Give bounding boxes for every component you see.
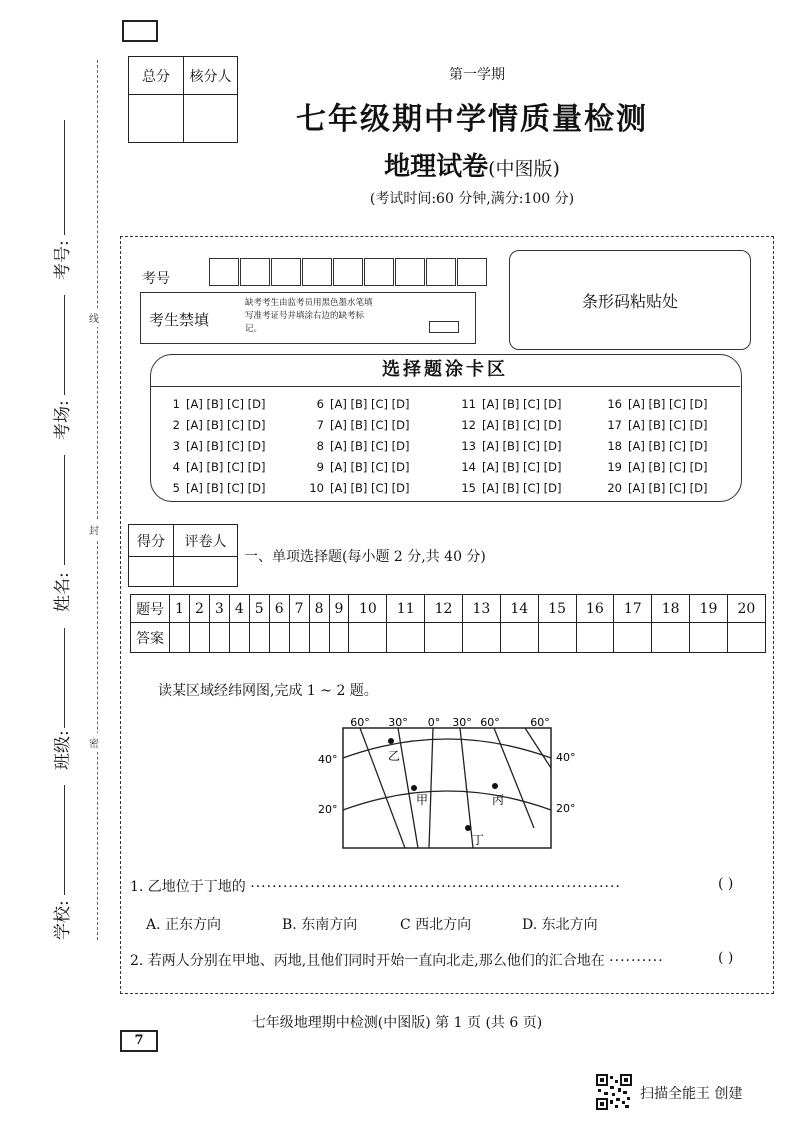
- answer-table-cell[interactable]: [249, 623, 269, 653]
- answer-table-number: 14: [500, 595, 538, 623]
- top-label-6: 60°: [530, 716, 550, 729]
- bubble-question-number: 11: [461, 397, 476, 411]
- bubble-question-2[interactable]: [162, 418, 269, 432]
- point-yi-label: 乙: [388, 749, 401, 763]
- bubble-question-number: 4: [172, 460, 180, 474]
- bubble-question-15[interactable]: [458, 481, 565, 495]
- answer-table-cell[interactable]: [170, 623, 190, 653]
- answer-table-cell[interactable]: [387, 623, 425, 653]
- right-label-20: 20°: [556, 802, 576, 815]
- bubble-options[interactable]: [A] [B] [C] [D]: [330, 460, 410, 474]
- bubble-question-8[interactable]: [306, 439, 413, 453]
- bubble-options[interactable]: [A] [B] [C] [D]: [482, 418, 562, 432]
- seal-char-line: 线: [89, 308, 99, 327]
- question-2: [130, 950, 664, 970]
- bubble-question-number: 7: [316, 418, 324, 432]
- page-title: 七年级期中学情质量检测: [296, 102, 648, 137]
- absent-mark-box[interactable]: [429, 321, 459, 333]
- answer-table-number: 18: [652, 595, 690, 623]
- question-1-answer-paren[interactable]: ( ): [718, 876, 734, 892]
- bubble-question-number: 17: [607, 418, 622, 432]
- bubble-options[interactable]: [A] [B] [C] [D]: [186, 481, 266, 495]
- question-2-answer-paren[interactable]: ( ): [718, 950, 734, 966]
- answer-table-cell[interactable]: [462, 623, 500, 653]
- choice-card-title: 选择题涂卡区: [382, 359, 508, 380]
- answer-table: [130, 594, 766, 653]
- section1-score-cell[interactable]: [129, 557, 174, 587]
- answer-table-number: 2: [189, 595, 209, 623]
- side-school-label: 学校:: [53, 900, 73, 940]
- seal-char-seal: 封: [89, 520, 99, 539]
- bubble-question-1[interactable]: [162, 397, 269, 411]
- answer-table-cell[interactable]: [614, 623, 652, 653]
- bubble-question-18[interactable]: [604, 439, 711, 453]
- lat-long-map: [310, 708, 590, 858]
- bubble-question-number: 20: [607, 481, 622, 495]
- corner-mark-top: [122, 20, 158, 42]
- qr-code-icon: [596, 1074, 632, 1110]
- right-label-40: 40°: [556, 751, 576, 764]
- bubble-options[interactable]: [A] [B] [C] [D]: [330, 439, 410, 453]
- forbidden-label: 考生禁填: [149, 311, 210, 329]
- checker-label: 核分人: [184, 57, 238, 95]
- bubble-question-number: 8: [316, 439, 324, 453]
- answer-table-number: 3: [209, 595, 229, 623]
- bubble-question-number: 19: [607, 460, 622, 474]
- bubble-question-number: 15: [461, 481, 476, 495]
- top-label-4: 30°: [452, 716, 472, 729]
- bubble-options[interactable]: [A] [B] [C] [D]: [330, 418, 410, 432]
- side-exam-no-label: 考号:: [53, 240, 73, 280]
- bubble-options[interactable]: [A] [B] [C] [D]: [628, 439, 708, 453]
- seal-char-secret: 密: [89, 733, 99, 752]
- meridian-5: [494, 728, 534, 828]
- top-label-5: 60°: [480, 716, 500, 729]
- side-name-label: 姓名:: [53, 572, 73, 612]
- bubble-options[interactable]: [A] [B] [C] [D]: [186, 460, 266, 474]
- bubble-options[interactable]: [A] [B] [C] [D]: [628, 460, 708, 474]
- side-name-line: [64, 455, 65, 565]
- question-2-leader: ··········: [609, 953, 664, 969]
- q1-option-d: D. 东北方向: [522, 917, 598, 933]
- side-exam-room-label: 考场:: [53, 400, 73, 440]
- bubble-question-number: 3: [172, 439, 180, 453]
- map-frame: [343, 728, 551, 848]
- answer-table-number: 6: [269, 595, 289, 623]
- bubble-options[interactable]: [A] [B] [C] [D]: [628, 481, 708, 495]
- bubble-question-12[interactable]: [458, 418, 565, 432]
- answer-table-cell[interactable]: [229, 623, 249, 653]
- exam-no-boxes[interactable]: [209, 258, 487, 286]
- section1-grader-cell[interactable]: [174, 557, 238, 587]
- map-intro: 读某区域经纬网图,完成 1 ~ 2 题。: [158, 683, 378, 699]
- answer-table-number: 15: [538, 595, 576, 623]
- bubble-question-11[interactable]: [458, 397, 565, 411]
- semester-label: 第一学期: [449, 67, 505, 83]
- bubble-question-20[interactable]: [604, 481, 711, 495]
- answer-table-number: 1: [170, 595, 190, 623]
- bubble-question-10[interactable]: [306, 481, 413, 495]
- answer-table-cell[interactable]: [289, 623, 309, 653]
- question-2-text: 2. 若两人分别在甲地、丙地,且他们同时开始一直向北走,那么他们的汇合地在: [130, 953, 605, 969]
- point-bing: [492, 783, 498, 789]
- answer-table-cell[interactable]: [500, 623, 538, 653]
- bubble-options[interactable]: [A] [B] [C] [D]: [482, 460, 562, 474]
- bubble-options[interactable]: [A] [B] [C] [D]: [330, 397, 410, 411]
- bubble-question-17[interactable]: [604, 418, 711, 432]
- bubble-question-number: 1: [172, 397, 180, 411]
- point-yi: [388, 738, 394, 744]
- bubble-question-number: 5: [172, 481, 180, 495]
- bubble-options[interactable]: [A] [B] [C] [D]: [628, 418, 708, 432]
- choice-card-header: [150, 354, 740, 387]
- subject-title: 地理试卷: [384, 152, 489, 182]
- side-class-line: [64, 628, 65, 728]
- bubble-question-16[interactable]: [604, 397, 711, 411]
- exam-no-label: 考号: [142, 271, 170, 287]
- forbidden-note: 缺考考生由监考员用黑色墨水笔填写准考证号并填涂右边的缺考标记。: [245, 298, 373, 334]
- left-label-20: 20°: [318, 803, 338, 816]
- answer-table-cell[interactable]: [329, 623, 349, 653]
- answer-table-number: 7: [289, 595, 309, 623]
- answer-table-cell[interactable]: [269, 623, 289, 653]
- bubble-question-13[interactable]: [458, 439, 565, 453]
- bubble-options[interactable]: [A] [B] [C] [D]: [482, 397, 562, 411]
- q1-option-a: A. 正东方向: [146, 917, 222, 933]
- answer-table-number: 10: [349, 595, 387, 623]
- bubble-options[interactable]: [A] [B] [C] [D]: [330, 481, 410, 495]
- forbidden-box: [140, 292, 476, 344]
- bubble-options[interactable]: [A] [B] [C] [D]: [482, 481, 562, 495]
- answer-table-number: 17: [614, 595, 652, 623]
- bubble-question-number: 16: [607, 397, 622, 411]
- bubble-options[interactable]: [A] [B] [C] [D]: [186, 418, 266, 432]
- point-ding: [465, 825, 471, 831]
- bubble-question-14[interactable]: [458, 460, 565, 474]
- top-label-2: 30°: [388, 716, 408, 729]
- question-1-text: 1. 乙地位于丁地的: [130, 879, 246, 895]
- bubble-options[interactable]: [A] [B] [C] [D]: [482, 439, 562, 453]
- meridian-3: [429, 728, 433, 848]
- answer-table-number: 12: [425, 595, 463, 623]
- bubble-question-number: 12: [461, 418, 476, 432]
- section1-title: 一、单项选择题(每小题 2 分,共 40 分): [244, 549, 486, 565]
- side-school-line: [64, 785, 65, 895]
- bubble-question-number: 10: [309, 481, 324, 495]
- bubble-question-9[interactable]: [306, 460, 413, 474]
- answer-table-number: 8: [309, 595, 329, 623]
- answer-table-number: 16: [576, 595, 614, 623]
- bubble-question-number: 13: [461, 439, 476, 453]
- point-jia: [411, 785, 417, 791]
- corner-mark-bottom: 7: [120, 1030, 158, 1052]
- bubble-options[interactable]: [A] [B] [C] [D]: [186, 439, 266, 453]
- question-1: [130, 876, 621, 896]
- bubble-question-number: 14: [461, 460, 476, 474]
- bubble-question-number: 2: [172, 418, 180, 432]
- side-exam-room-line: [64, 295, 65, 395]
- bubble-question-7[interactable]: [306, 418, 413, 432]
- answer-table-number: 11: [387, 595, 425, 623]
- scanner-watermark-text: 扫描全能王 创建: [640, 1086, 743, 1102]
- answer-table-cell[interactable]: [690, 623, 728, 653]
- answer-table-cell[interactable]: [189, 623, 209, 653]
- question-1-leader: ····································································: [250, 879, 621, 895]
- bubble-question-number: 18: [607, 439, 622, 453]
- barcode-area: [509, 250, 751, 350]
- answer-table-number: 9: [329, 595, 349, 623]
- page-footer: 七年级地理期中检测(中图版) 第 1 页 (共 6 页): [251, 1015, 543, 1031]
- answer-table-cell[interactable]: [576, 623, 614, 653]
- subject-line: [0, 146, 794, 183]
- exam-info: (考试时间:60 分钟,满分:100 分): [369, 191, 575, 207]
- side-class-label: 班级:: [53, 730, 73, 770]
- answer-table-cell[interactable]: [309, 623, 329, 653]
- answer-table-cell[interactable]: [652, 623, 690, 653]
- bubble-question-number: 9: [316, 460, 324, 474]
- bubble-question-6[interactable]: [306, 397, 413, 411]
- meridian-6: [525, 728, 551, 768]
- answer-table-ans-label: 答案: [131, 623, 170, 653]
- bubble-options[interactable]: [A] [B] [C] [D]: [628, 397, 708, 411]
- bubble-question-number: 6: [316, 397, 324, 411]
- answer-table-number: 19: [690, 595, 728, 623]
- bubble-options[interactable]: [A] [B] [C] [D]: [186, 397, 266, 411]
- barcode-label: 条形码粘贴处: [581, 292, 678, 311]
- section1-grader-label: 评卷人: [174, 525, 238, 557]
- answer-table-number: 13: [462, 595, 500, 623]
- answer-table-num-label: 题号: [131, 595, 170, 623]
- answer-table-number: 5: [249, 595, 269, 623]
- answer-table-cell[interactable]: [425, 623, 463, 653]
- total-score-label: 总分: [129, 57, 184, 95]
- subject-edition: (中图版): [488, 158, 560, 180]
- bubble-question-3[interactable]: [162, 439, 269, 453]
- top-label-1: 60°: [350, 716, 370, 729]
- answer-table-number: 20: [727, 595, 765, 623]
- answer-table-cell[interactable]: [538, 623, 576, 653]
- q1-option-c: C 西北方向: [400, 917, 472, 933]
- answer-table-cell[interactable]: [209, 623, 229, 653]
- section1-score-table: [128, 524, 238, 587]
- top-label-3: 0°: [427, 716, 441, 729]
- parallel-40: [343, 739, 551, 758]
- answer-table-cell[interactable]: [727, 623, 765, 653]
- bubble-question-4[interactable]: [162, 460, 269, 474]
- bubble-question-5[interactable]: [162, 481, 269, 495]
- point-bing-label: 丙: [492, 793, 505, 807]
- section1-score-label: 得分: [129, 525, 174, 557]
- bubble-question-19[interactable]: [604, 460, 711, 474]
- point-ding-label: 丁: [472, 833, 485, 847]
- answer-table-number: 4: [229, 595, 249, 623]
- answer-table-cell[interactable]: [349, 623, 387, 653]
- left-label-40: 40°: [318, 753, 338, 766]
- point-jia-label: 甲: [416, 793, 429, 807]
- q1-option-b: B. 东南方向: [282, 917, 358, 933]
